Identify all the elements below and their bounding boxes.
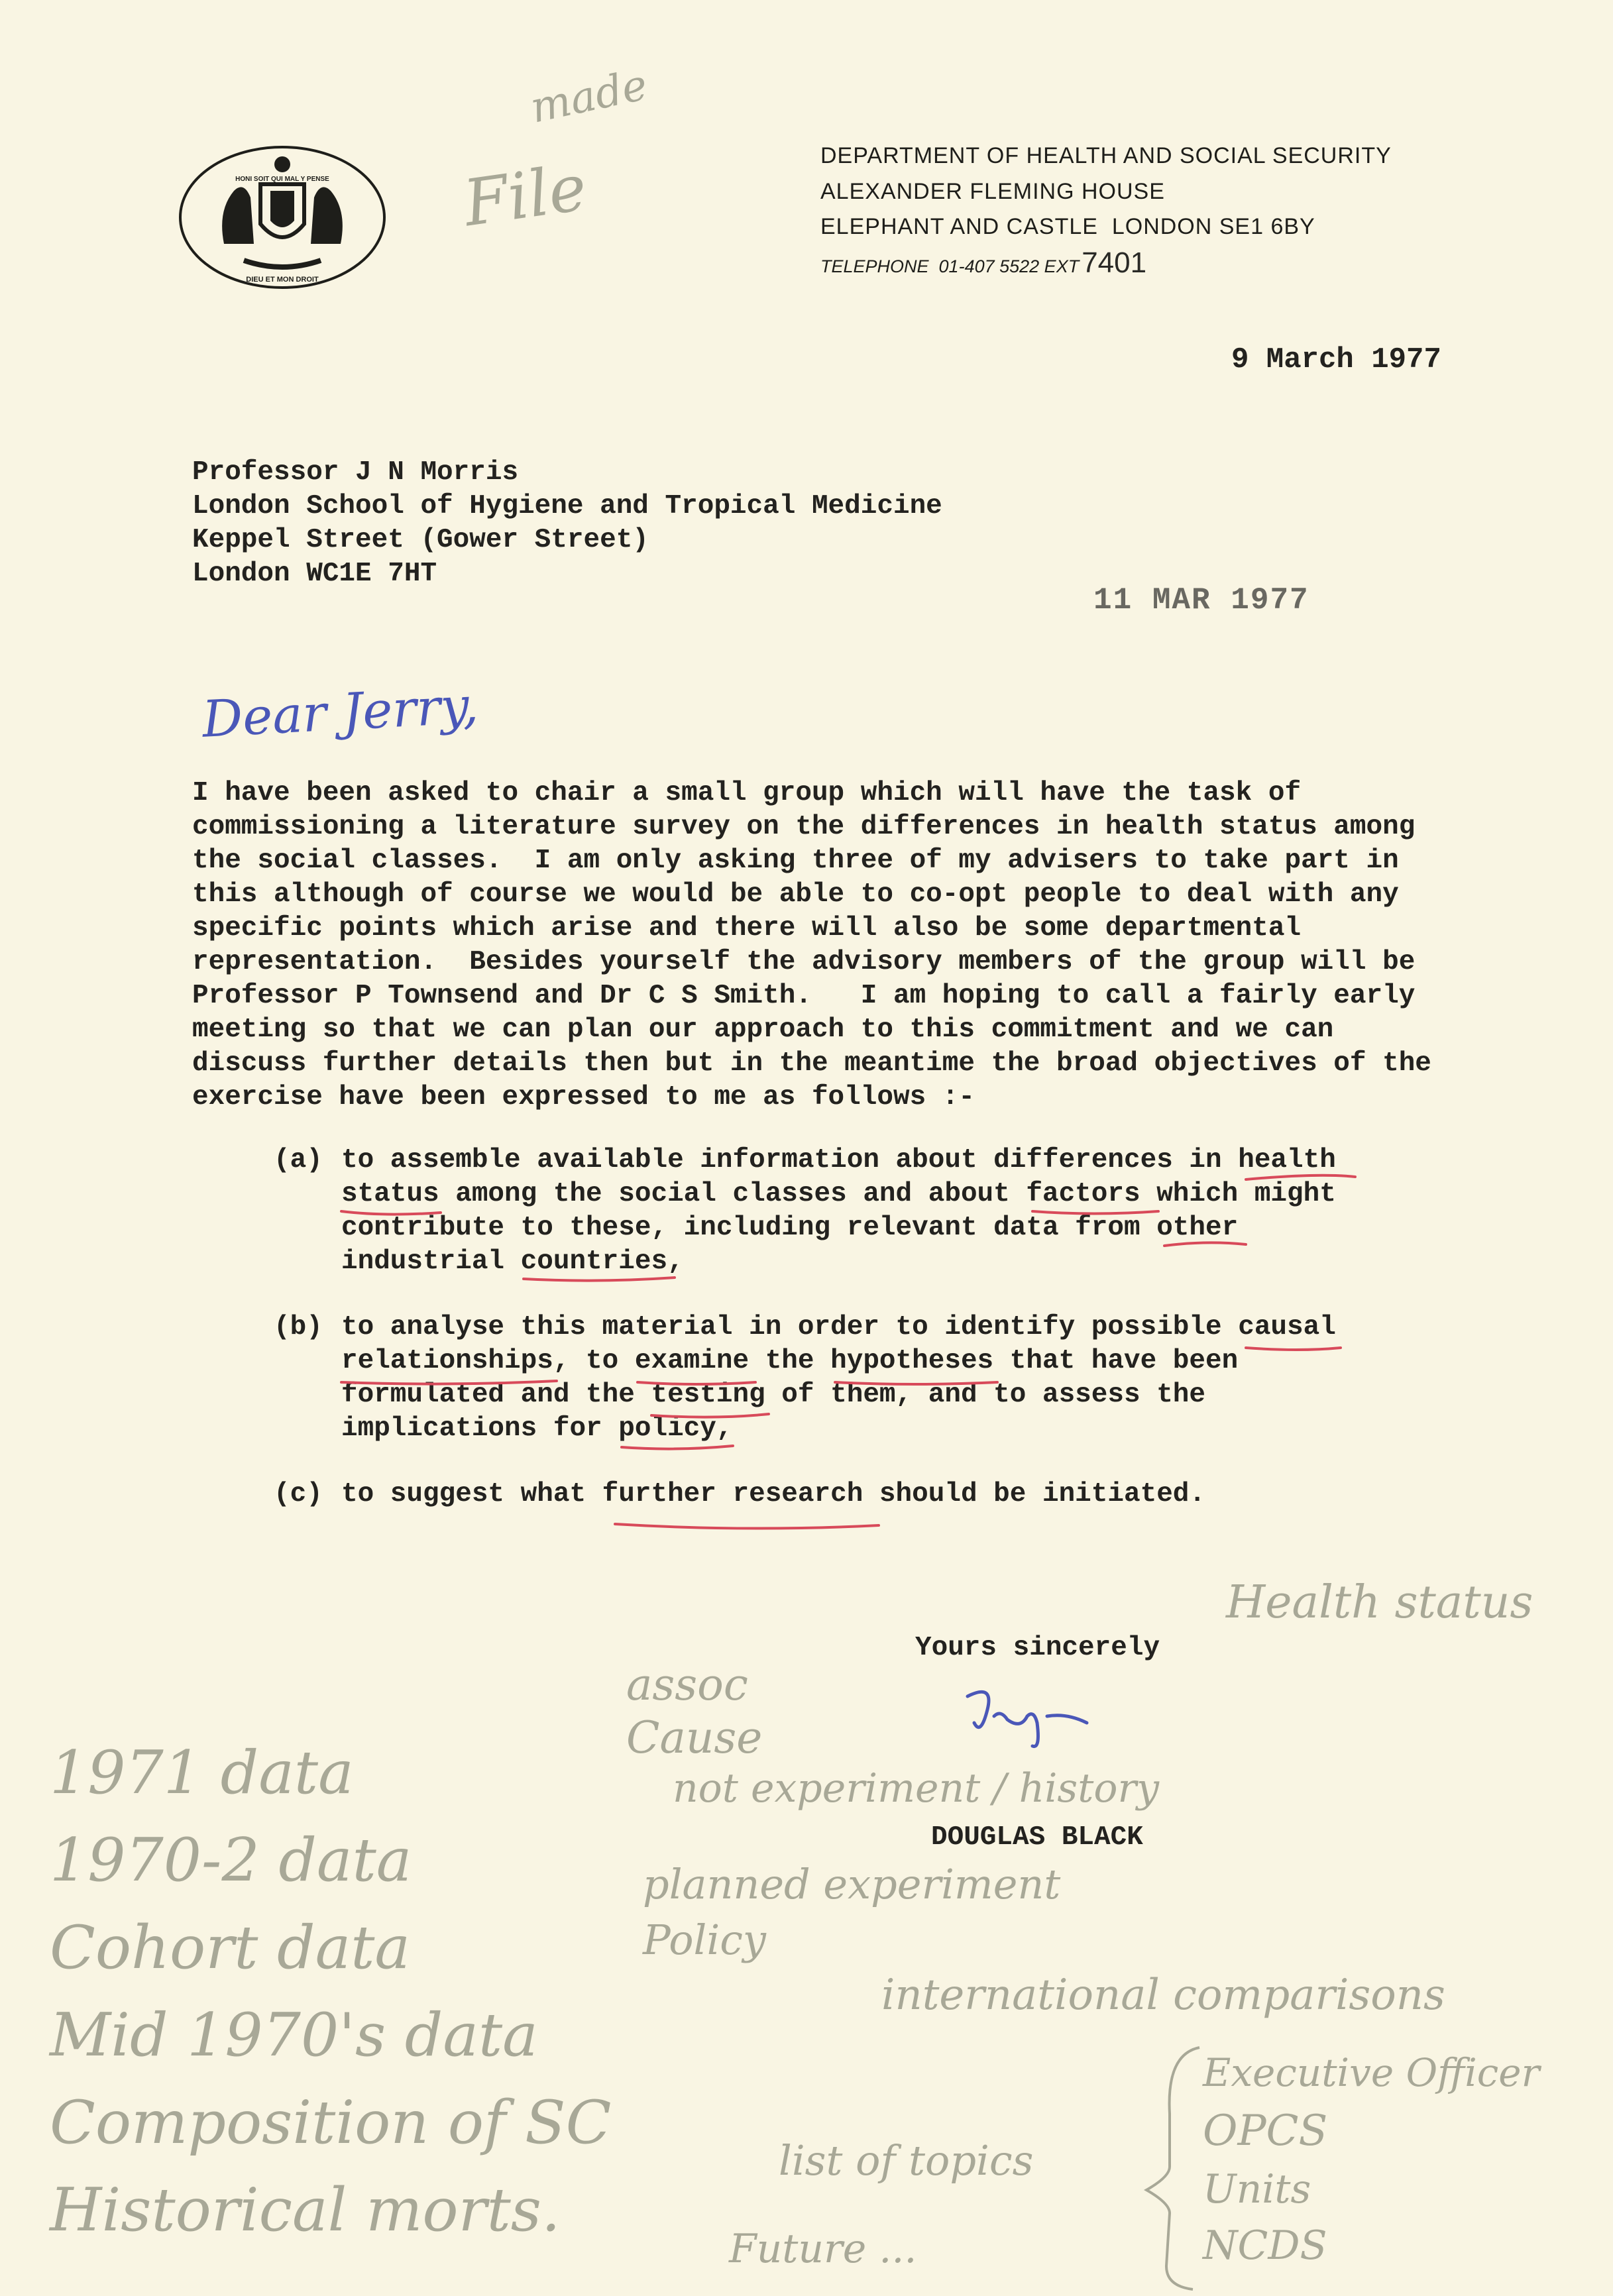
department-address: ELEPHANT AND CASTLE LONDON SE1 6BY xyxy=(820,214,1315,239)
objective-line: status among the social classes and about factors which might xyxy=(341,1179,1336,1209)
annotation-policy: Policy xyxy=(643,1916,766,1964)
telephone-number: TELEPHONE 01-407 5522 EXT xyxy=(820,256,1080,276)
annotation-assoc: assoc xyxy=(626,1659,748,1710)
objective-line: to assemble available information about differences in health xyxy=(341,1145,1336,1175)
recipient-line: Professor J N Morris xyxy=(192,457,519,488)
underline xyxy=(651,1414,769,1417)
body-line: exercise have been expressed to me as follows :- xyxy=(192,1082,975,1113)
annotation-not-experiment: not experiment / history xyxy=(673,1765,1160,1812)
underline xyxy=(622,1446,733,1449)
recipient-line: London WC1E 7HT xyxy=(192,559,437,589)
letter-date: 9 March 1977 xyxy=(1231,343,1441,376)
recipient-line: Keppel Street (Gower Street) xyxy=(192,525,649,555)
building-name: ALEXANDER FLEMING HOUSE xyxy=(820,179,1165,204)
objective-c-label: (c) xyxy=(274,1479,323,1509)
annotation-item: Composition of SC xyxy=(50,2088,612,2158)
objective-line: to suggest what further research should be initiated. xyxy=(341,1479,1206,1509)
annotation-future: Future ... xyxy=(729,2226,917,2272)
annotation-planned-experiment: planned experiment xyxy=(643,1860,1061,1908)
annotation-file: File xyxy=(459,150,591,241)
body-line: this although of course we would be able to co-opt people to deal with any xyxy=(192,879,1399,910)
underline xyxy=(615,1524,879,1529)
annotation-health-status: Health status xyxy=(1226,1576,1533,1629)
recipient-line: London School of Hygiene and Tropical Medicine xyxy=(192,491,942,521)
objective-line: implications for policy, xyxy=(341,1413,733,1444)
annotation-left-list xyxy=(50,1729,612,2254)
body-line: representation. Besides yourself the advisory members of the group will be xyxy=(192,947,1416,977)
annotation-item: Cohort data xyxy=(50,1913,411,1983)
annotation-ncds: NCDS xyxy=(1203,2222,1327,2269)
objective-line: to analyse this material in order to identify possible causal xyxy=(341,1312,1336,1342)
body-line: meeting so that we can plan our approach to this commitment and we can xyxy=(192,1014,1334,1045)
crest-motto: DIEU ET MON DROIT xyxy=(246,276,319,284)
annotation-list-of-topics: list of topics xyxy=(779,2136,1034,2185)
underline xyxy=(341,1381,557,1384)
crest-garter-motto: HONI SOIT QUI MAL Y PENSE xyxy=(235,176,329,183)
annotation-item: 1971 data xyxy=(50,1738,354,1808)
department-name: DEPARTMENT OF HEALTH AND SOCIAL SECURITY xyxy=(820,143,1392,168)
body-line: discuss further details then but in the meantime the broad objectives of the xyxy=(192,1048,1431,1079)
body-line: Professor P Townsend and Dr C S Smith. I am hoping to call a fairly early xyxy=(192,981,1416,1011)
signature xyxy=(954,1683,1100,1759)
closing: Yours sincerely xyxy=(915,1633,1160,1663)
received-date-stamp: 11 MAR 1977 xyxy=(1093,583,1309,618)
objective-b-label: (b) xyxy=(274,1312,323,1342)
annotation-item: Mid 1970's data xyxy=(50,2000,538,2070)
annotation-item: 1970-2 data xyxy=(50,1826,412,1895)
annotation-international-comparisons: international comparisons xyxy=(881,1971,1445,2020)
annotation-cause: Cause xyxy=(626,1712,763,1763)
annotation-made: made xyxy=(526,60,652,133)
underline xyxy=(341,1211,441,1215)
underline xyxy=(1032,1211,1158,1214)
underline xyxy=(835,1382,997,1384)
objective-line: contribute to these, including relevant data from other xyxy=(341,1213,1239,1243)
objective-line: formulated and the testing of them, and to assess the xyxy=(341,1380,1206,1410)
telephone-extension: 7401 xyxy=(1082,246,1147,279)
annotation-units: Units xyxy=(1203,2166,1311,2213)
annotation-executive-officer: Executive Officer xyxy=(1203,2050,1540,2095)
annotation-item: Historical morts. xyxy=(50,2175,561,2245)
annotation-opcs: OPCS xyxy=(1203,2106,1328,2156)
body-line: commissioning a literature survey on the differences in health status among xyxy=(192,812,1416,842)
underline xyxy=(1164,1242,1246,1246)
objective-line: industrial countries, xyxy=(341,1246,684,1277)
body-line: specific points which arise and there will also be some departmental xyxy=(192,913,1302,944)
body-line: I have been asked to chair a small group which will have the task of xyxy=(192,778,1302,808)
underline xyxy=(524,1278,675,1281)
underline xyxy=(1246,1348,1341,1350)
brace-mark xyxy=(1140,2041,1206,2293)
objective-a-label: (a) xyxy=(274,1145,323,1175)
underline xyxy=(638,1382,755,1384)
salutation: Dear Jerry, xyxy=(200,675,480,749)
body-line: the social classes. I am only asking three of my advisers to take part in xyxy=(192,846,1399,876)
objective-line: relationships, to examine the hypotheses that have been xyxy=(341,1346,1239,1376)
underline xyxy=(1246,1175,1355,1179)
signatory-name: DOUGLAS BLACK xyxy=(931,1822,1143,1853)
